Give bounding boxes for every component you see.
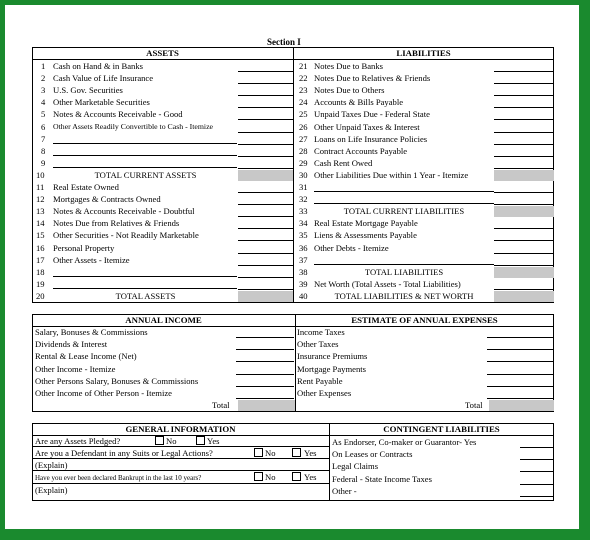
income-amount-field[interactable] — [236, 361, 294, 362]
income-amount-field[interactable] — [236, 374, 294, 375]
liability-line-label: Net Worth (Total Assets - Total Liabilities) — [314, 278, 461, 289]
expenses-header: ESTIMATE OF ANNUAL EXPENSES — [351, 315, 498, 325]
expense-amount-field[interactable] — [487, 398, 553, 399]
asset-amount-field[interactable] — [238, 289, 293, 290]
liability-line-label: Real Estate Mortgage Payable — [314, 218, 418, 229]
asset-line-label: Notes & Accounts Receivable - Doubtful — [53, 206, 195, 217]
expense-total-label: Total — [465, 400, 483, 411]
contingent-amount-field[interactable] — [520, 459, 554, 460]
asset-line-number: 7 — [41, 133, 46, 144]
asset-line-number: 12 — [36, 194, 45, 205]
liability-amount-field[interactable] — [494, 289, 554, 290]
liability-line-number: 31 — [299, 182, 308, 192]
asset-line-number: 6 — [41, 121, 46, 132]
defendant-question: Are you a Defendant in any Suits or Legal Actions? — [35, 448, 213, 458]
liability-line-number: 39 — [299, 278, 308, 289]
income-expense-divider — [295, 314, 296, 412]
asset-line-blank[interactable] — [53, 167, 237, 168]
asset-line-number: 11 — [36, 182, 45, 192]
row-line — [32, 446, 329, 447]
liability-amount-field[interactable] — [494, 107, 554, 108]
asset-line-label: Cash on Hand & in Banks — [53, 61, 143, 71]
contingent-line-label: Federal - State Income Taxes — [332, 473, 432, 484]
asset-total-field[interactable] — [238, 170, 293, 181]
defendant-yes-label: Yes — [304, 448, 317, 458]
asset-line-number: 13 — [36, 206, 45, 217]
bankrupt-yes-checkbox[interactable] — [292, 472, 301, 481]
assets-header: ASSETS — [146, 48, 179, 58]
contingent-amount-field[interactable] — [520, 447, 554, 448]
expense-line-label: Income Taxes — [297, 327, 345, 337]
liability-line-number: 24 — [299, 97, 308, 108]
income-total-label: Total — [212, 400, 230, 411]
income-amount-field[interactable] — [236, 398, 294, 399]
asset-line-number: 8 — [41, 145, 46, 156]
defendant-no-checkbox[interactable] — [254, 448, 263, 457]
liability-line-label: Other Debts - Itemize — [314, 242, 389, 253]
asset-amount-field[interactable] — [238, 132, 293, 133]
assets-pledged-yes-checkbox[interactable] — [196, 436, 205, 445]
asset-line-label: Personal Property — [53, 242, 115, 253]
income-amount-field[interactable] — [236, 337, 294, 338]
asset-amount-field[interactable] — [238, 253, 293, 254]
row-line — [32, 458, 329, 459]
contingent-line-label: Other - — [332, 485, 357, 496]
asset-line-number: 19 — [36, 278, 45, 289]
liability-line-number: 29 — [299, 157, 308, 168]
contingent-amount-field[interactable] — [520, 484, 554, 485]
assets-pledged-yes-label: Yes — [207, 436, 220, 446]
contingent-header: CONTINGENT LIABILITIES — [383, 424, 500, 434]
income-total-field[interactable] — [238, 400, 295, 411]
asset-line-number: 9 — [41, 157, 46, 168]
liability-line-number: 32 — [299, 194, 308, 205]
assets-pledged-question: Are any Assets Pledged? — [35, 436, 121, 446]
liability-line-label: TOTAL LIABILITIES — [364, 266, 444, 277]
liability-line-label: Other Liabilities Due within 1 Year - Itemize — [314, 169, 469, 180]
income-line-label: Other Income of Other Person - Itemize — [35, 388, 172, 398]
expense-amount-field[interactable] — [487, 349, 553, 350]
asset-line-label: TOTAL ASSETS — [115, 290, 176, 301]
asset-amount-field[interactable] — [238, 83, 293, 84]
assets-pledged-no-checkbox[interactable] — [155, 436, 164, 445]
liability-line-number: 22 — [299, 73, 308, 84]
liability-total-field[interactable] — [494, 291, 554, 302]
expense-amount-field[interactable] — [487, 337, 553, 338]
balance-sheet-divider — [293, 47, 294, 303]
defendant-yes-checkbox[interactable] — [292, 448, 301, 457]
asset-line-number: 15 — [36, 230, 45, 241]
asset-amount-field[interactable] — [238, 119, 293, 120]
bankrupt-explain-label: (Explain) — [35, 485, 68, 495]
liability-line-number: 21 — [299, 61, 308, 71]
expense-amount-field[interactable] — [487, 374, 553, 375]
asset-amount-field[interactable] — [238, 144, 293, 145]
liability-amount-field[interactable] — [494, 144, 554, 145]
expense-amount-field[interactable] — [487, 386, 553, 387]
asset-line-label: Other Assets Readily Convertible to Cash - Itemize — [53, 121, 214, 131]
liability-total-field[interactable] — [494, 206, 554, 217]
liability-line-label: Unpaid Taxes Due - Federal State — [314, 109, 430, 120]
liability-amount-field[interactable] — [494, 83, 554, 84]
liability-line-number: 40 — [299, 290, 308, 301]
defendant-no-label: No — [265, 448, 276, 458]
liability-line-label: Other Unpaid Taxes & Interest — [314, 121, 420, 132]
expense-amount-field[interactable] — [487, 361, 553, 362]
asset-line-label: Other Securities - Not Readily Marketable — [53, 230, 199, 241]
income-line-label: Other Persons Salary, Bonuses & Commissions — [35, 375, 199, 386]
asset-line-number: 17 — [36, 254, 45, 265]
asset-line-blank[interactable] — [53, 155, 237, 156]
asset-amount-field[interactable] — [238, 156, 293, 157]
liability-line-number: 36 — [299, 242, 308, 253]
asset-line-number: 14 — [36, 218, 45, 229]
liability-amount-field[interactable] — [494, 192, 554, 193]
income-line-label: Rental & Lease Income (Net) — [35, 351, 137, 362]
liability-line-label: Contract Accounts Payable — [314, 145, 408, 156]
asset-line-label: Other Marketable Securities — [53, 97, 150, 108]
asset-line-label: Notes Due from Relatives & Friends — [53, 218, 180, 229]
liability-amount-field[interactable] — [494, 132, 554, 133]
liability-amount-field[interactable] — [494, 71, 554, 72]
asset-line-number: 18 — [36, 266, 45, 277]
asset-amount-field[interactable] — [238, 265, 293, 266]
asset-line-number: 10 — [36, 169, 45, 180]
contingent-amount-field[interactable] — [520, 496, 554, 497]
balance-sheet-header-line — [32, 59, 554, 60]
bankrupt-question: Have you ever been declared Bankrupt in the last 10 years? — [35, 474, 202, 482]
liability-line-blank[interactable] — [314, 264, 494, 265]
liability-line-label: Loans on Life Insurance Policies — [314, 133, 428, 144]
income-amount-field[interactable] — [236, 386, 294, 387]
liability-line-label: Cash Rent Owed — [314, 157, 373, 168]
asset-amount-field[interactable] — [238, 240, 293, 241]
bankrupt-yes-label: Yes — [304, 472, 317, 482]
row-line — [32, 470, 329, 471]
bankrupt-no-checkbox[interactable] — [254, 472, 263, 481]
liability-amount-field[interactable] — [494, 156, 554, 157]
liabilities-header: LIABILITIES — [396, 48, 451, 58]
liability-amount-field[interactable] — [494, 228, 554, 229]
asset-amount-field[interactable] — [238, 95, 293, 96]
liability-line-number: 26 — [299, 121, 308, 132]
liability-line-number: 37 — [299, 254, 308, 265]
asset-line-number: 2 — [41, 73, 46, 84]
contingent-line-label: Legal Claims — [332, 461, 379, 472]
assets-pledged-no-label: No — [166, 436, 177, 446]
liability-line-label: Notes Due to Others — [314, 85, 385, 96]
asset-line-label: Mortgages & Contracts Owned — [53, 194, 161, 205]
asset-line-label: Other Assets - Itemize — [53, 254, 130, 265]
form-page — [5, 5, 579, 529]
liability-amount-field[interactable] — [494, 95, 554, 96]
defendant-explain-label: (Explain) — [35, 460, 68, 470]
liability-amount-field[interactable] — [494, 119, 554, 120]
asset-line-number: 20 — [36, 290, 45, 301]
asset-line-number: 3 — [41, 85, 46, 96]
liability-amount-field[interactable] — [494, 204, 554, 205]
asset-amount-field[interactable] — [238, 228, 293, 229]
section-title: Section I — [267, 37, 301, 47]
liability-line-label: TOTAL LIABILITIES & NET WORTH — [334, 290, 474, 301]
asset-line-label: TOTAL CURRENT ASSETS — [94, 169, 197, 180]
income-amount-field[interactable] — [236, 349, 294, 350]
liability-amount-field[interactable] — [494, 168, 554, 169]
liability-line-label: TOTAL CURRENT LIABILITIES — [343, 206, 465, 217]
contingent-amount-field[interactable] — [520, 471, 554, 472]
liability-line-number: 30 — [299, 169, 308, 180]
asset-line-number: 16 — [36, 242, 45, 253]
income-line-label: Salary, Bonuses & Commissions — [35, 327, 148, 337]
expense-line-label: Mortgage Payments — [297, 363, 366, 374]
asset-line-blank[interactable] — [53, 288, 237, 289]
liability-line-label: Notes Due to Relatives & Friends — [314, 73, 431, 84]
liability-line-label: Notes Due to Banks — [314, 61, 383, 71]
asset-line-blank[interactable] — [53, 276, 237, 277]
liability-line-number: 34 — [299, 218, 308, 229]
liability-line-label: Liens & Assessments Payable — [314, 230, 417, 241]
expense-total-field[interactable] — [489, 400, 554, 411]
asset-line-label: Notes & Accounts Receivable - Good — [53, 109, 183, 120]
asset-amount-field[interactable] — [238, 192, 293, 193]
liability-line-number: 23 — [299, 85, 308, 96]
liability-line-number: 33 — [299, 206, 308, 217]
asset-amount-field[interactable] — [238, 71, 293, 72]
asset-line-blank[interactable] — [53, 143, 237, 144]
expense-line-label: Rent Payable — [297, 375, 343, 386]
liability-amount-field[interactable] — [494, 265, 554, 266]
asset-amount-field[interactable] — [238, 168, 293, 169]
liability-line-number: 25 — [299, 109, 308, 120]
liability-amount-field[interactable] — [494, 253, 554, 254]
liability-line-blank[interactable] — [314, 203, 494, 204]
asset-amount-field[interactable] — [238, 107, 293, 108]
asset-line-label: Real Estate Owned — [53, 182, 119, 192]
contingent-line-label: As Endorser, Co-maker or Guarantor- Yes — [332, 437, 477, 447]
liability-line-number: 27 — [299, 133, 308, 144]
general-info-header: GENERAL INFORMATION — [125, 424, 236, 434]
expense-line-label: Other Expenses — [297, 388, 352, 398]
income-line-label: Other Income - Itemize — [35, 363, 116, 374]
liability-line-blank[interactable] — [314, 191, 494, 192]
contingent-line-label: On Leases or Contracts — [332, 449, 413, 460]
liability-line-number: 35 — [299, 230, 308, 241]
asset-line-number: 1 — [41, 61, 46, 71]
asset-amount-field[interactable] — [238, 216, 293, 217]
liability-line-number: 28 — [299, 145, 308, 156]
asset-line-number: 4 — [41, 97, 46, 108]
expense-line-label: Other Taxes — [297, 339, 339, 350]
liability-amount-field[interactable] — [494, 240, 554, 241]
income-line-label: Dividends & Interest — [35, 339, 108, 350]
asset-line-number: 5 — [41, 109, 46, 120]
asset-amount-field[interactable] — [238, 277, 293, 278]
liability-line-label: Accounts & Bills Payable — [314, 97, 404, 108]
asset-total-field[interactable] — [238, 291, 293, 302]
asset-amount-field[interactable] — [238, 204, 293, 205]
bankrupt-no-label: No — [265, 472, 276, 482]
liability-line-number: 38 — [299, 266, 308, 277]
row-line — [32, 483, 329, 484]
asset-line-label: Cash Value of Life Insurance — [53, 73, 154, 84]
annual-income-header: ANNUAL INCOME — [125, 315, 202, 325]
liability-total-field[interactable] — [494, 170, 554, 181]
expense-line-label: Insurance Premiums — [297, 351, 368, 362]
asset-line-label: U.S. Gov. Securities — [53, 85, 123, 96]
liability-total-field[interactable] — [494, 267, 554, 278]
